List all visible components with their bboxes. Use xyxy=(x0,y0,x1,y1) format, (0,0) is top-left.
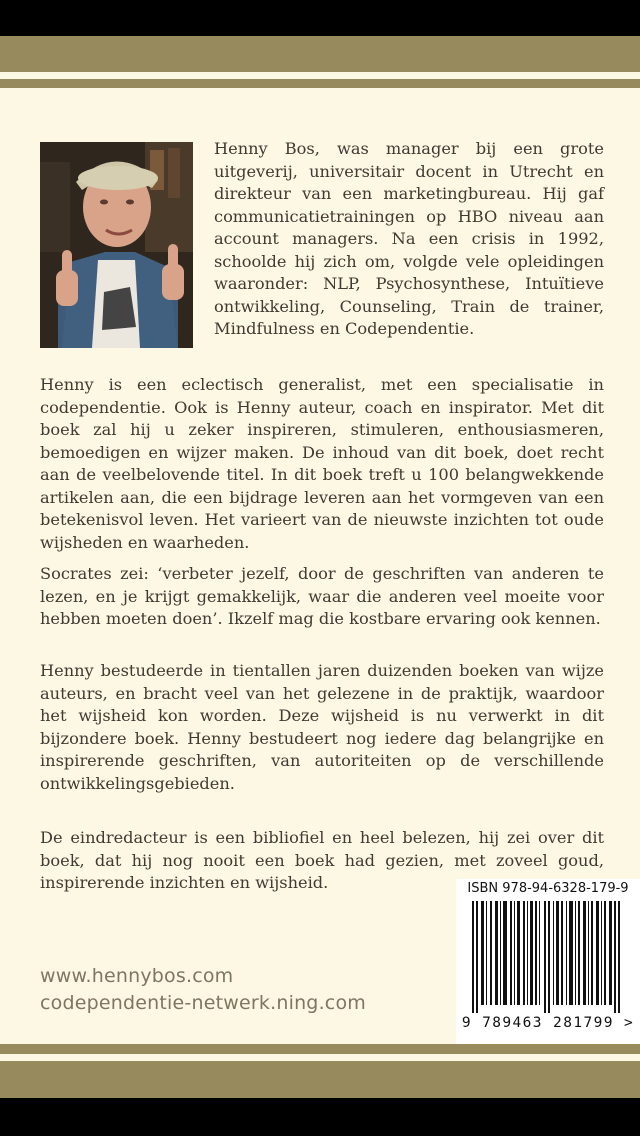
editor-paragraph: De eindredacteur is een bibliofiel en heel belezen, hij zei over dit boek, dat hij nog nooit een boek had gezien, met zoveel goud, inspirerende inzichten en wijsheid. xyxy=(40,828,604,892)
barcode-bars xyxy=(468,901,636,1013)
study-paragraph: Henny bestudeerde in tientallen jaren duizenden boeken van wijze auteurs, en bracht veel van het gelezene in de praktijk, waardoor het wijsheid kon worden. Deze wijsheid is nu verwerkt in dit bijzondere boek. Henny bestudeert nog iedere dag belangrijke en inspirerende geschriften, van autoriteiten op de verschillende ontwikkelingsgebieden. xyxy=(40,661,604,793)
top-decorative-band xyxy=(0,36,640,72)
author-bio-paragraph: Henny Bos, was manager bij een grote uitgeverij, universitair docent in Utrecht en direkteur van een marketingbureau. Hij gaf communicatietrainingen op HBO niveau aan account managers. Na een crisis in 1992, schoolde hij zich om, volgde vele opleidingen waaronder: NLP, Psychosynthese, Intuïtieve ontwikkeling, Counseling, Train de trainer, Mindfulness en Codependentie. xyxy=(214,139,604,338)
isbn-label: ISBN 978-94-6328-179-9 xyxy=(467,881,629,896)
isbn-barcode xyxy=(456,879,640,1044)
quote-paragraph: Socrates zei: ‘verbeter jezelf, door de geschriften van anderen te lezen, en je krijgt gemakkelijk, waar die anderen veel moeite voor hebben moeten doen’. Ikzelf mag die kostbare ervaring ook kennen. xyxy=(40,564,604,628)
description-paragraph: Henny is een eclectisch generalist, met een specialisatie in codependentie. Ook is Henny auteur, coach en inspirator. Met dit boek zal hij u zeker inspireren, stimuleren, enthousiasmeren, bemoedigen en wijzer maken. De inhoud van dit boek, doet recht aan de veelbelovende titel. In dit boek treft u 100 belangwekkende artikelen aan, die een bijdrage leveren aan het vormgeven van een betekenisvol leven. Het varieert van de nieuwste inzichten tot oude wijsheden en waarheden. xyxy=(40,375,604,552)
back-cover-page xyxy=(0,88,640,1044)
barcode-digits: 9 789463 281799 > xyxy=(461,1015,635,1031)
bottom-decorative-band xyxy=(0,1061,640,1098)
website-link-hennybos[interactable]: www.hennybos.com xyxy=(40,965,234,987)
author-photo xyxy=(40,142,193,348)
website-link-codependentie[interactable]: codependentie-netwerk.ning.com xyxy=(40,992,366,1014)
bottom-decorative-line xyxy=(0,1044,640,1054)
top-decorative-line xyxy=(0,79,640,88)
